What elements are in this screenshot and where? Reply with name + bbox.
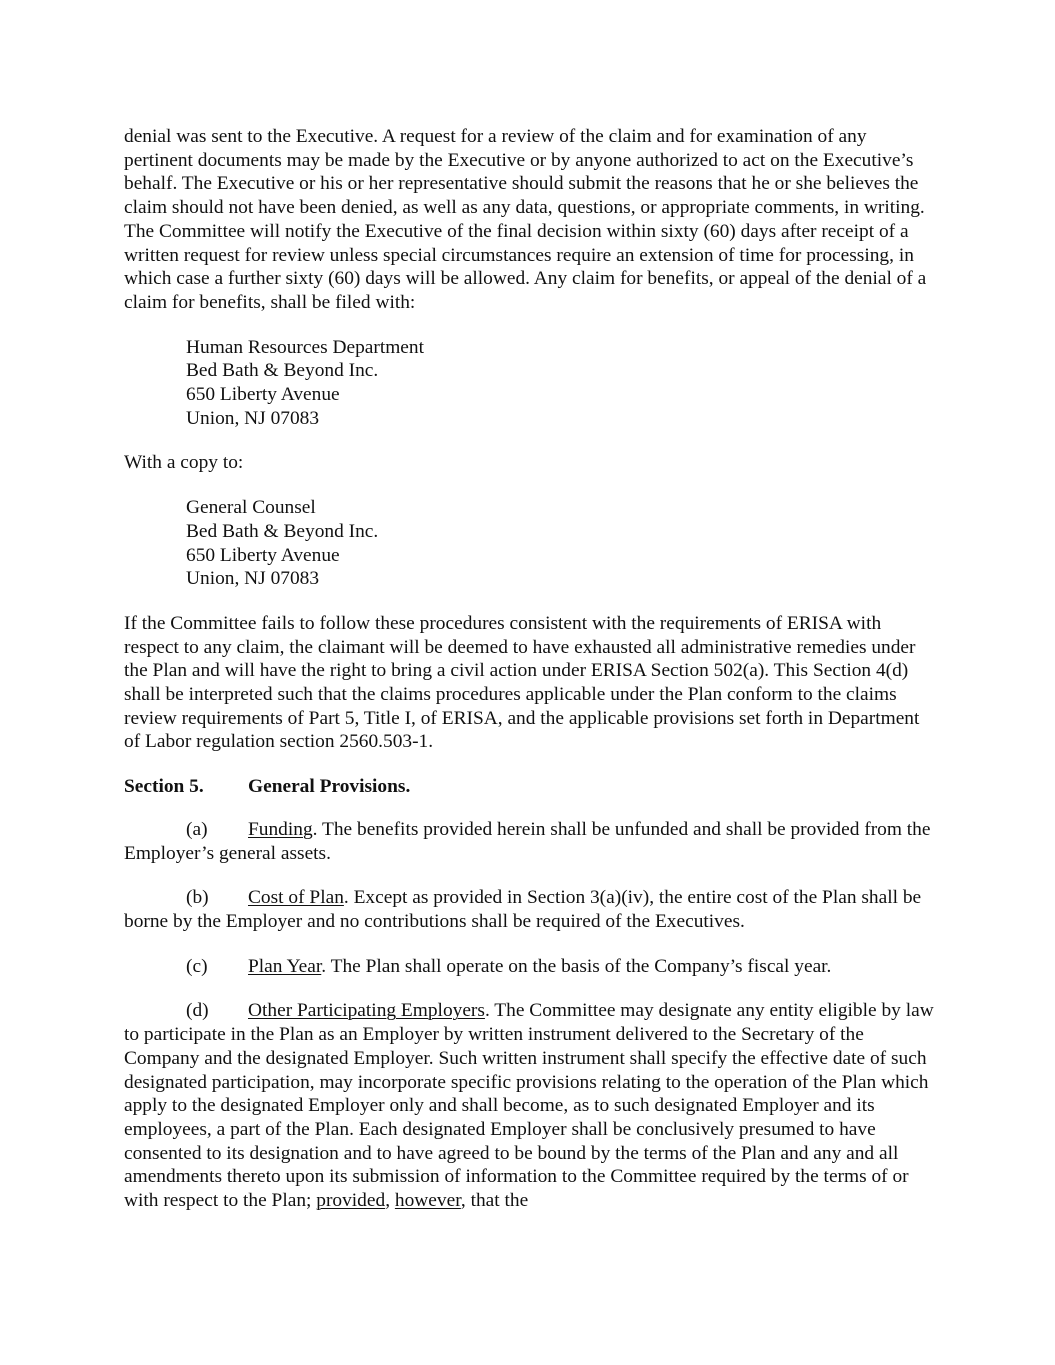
address-line: 650 Liberty Avenue: [186, 544, 340, 566]
address-line: General Counsel: [186, 497, 316, 519]
subsection-a-funding: [124, 818, 936, 865]
trailing-text: , that the: [460, 1190, 529, 1212]
address-line: Bed Bath & Beyond Inc.: [186, 360, 379, 382]
subsection-text: . The benefits provided herein shall be unfunded and shall be provided from the Employer’s general assets.: [124, 818, 931, 864]
address-line: Union, NJ 07083: [186, 407, 320, 429]
section-5-heading: [124, 775, 936, 799]
section-title: General Provisions.: [248, 776, 411, 798]
section-number: Section 5.: [124, 776, 204, 798]
provided-term: provided: [316, 1190, 386, 1212]
subsection-heading: Cost of Plan: [248, 887, 344, 909]
document-page: [124, 125, 936, 1234]
address-line: Human Resources Department: [186, 336, 424, 358]
subsection-text: . The Committee may designate any entity eligible by law to participate in the Plan as an Employer by written instrument delivered to the Secretary of the Company and the designated Employer. Such written instrument shall specify the effective date of such designated participation, may incorporate specific provisions relating to the operation of the Plan which apply to the designated Employer only and shall become, as to such designated Employer and its employees, a part of the Plan. Each designated Employer shall be conclusively presumed to have consented to its designation and to have agreed to be bound by the terms of the Plan and any and all amendments thereto upon its submission of information to the Committee required by the terms of or with respect to the Plan;: [124, 1000, 934, 1212]
however-term: however: [394, 1190, 461, 1212]
erisa-paragraph: If the Committee fails to follow these procedures consistent with the requirements of ERISA with respect to any claim, the claimant will be deemed to have exhausted all administrative remedies under the Plan and will have the right to bring a civil action under ERISA Section 502(a). This Section 4(d) shall be interpreted such that the claims procedures applicable under the Plan conform to the claims review requirements of Part 5, Title I, of ERISA, and the applicable provisions set forth in Department of Labor regulation section 2560.503-1.: [124, 612, 920, 753]
copy-to-label: With a copy to:: [124, 452, 244, 474]
subsection-label: (b): [186, 887, 209, 909]
subsection-label: (a): [186, 818, 208, 840]
claim-review-paragraph: denial was sent to the Executive. A request for a review of the claim and for examination of any pertinent documents may be made by the Executive or by anyone authorized to act on the Executive’s behalf. The Executive or his or her representative should submit the reasons that he or she believes the claim should not have been denied, as well as any data, questions, or appropriate comments, in writing. The Committee will notify the Executive of the final decision within sixty (60) days after receipt of a written request for review unless special circumstances require an extension of time for processing, in which case a further sixty (60) days will be allowed. Any claim for benefits, or appeal of the denial of a claim for benefits, shall be filed with:: [124, 126, 927, 313]
subsection-label: (c): [186, 955, 208, 977]
subsection-text: . The Plan shall operate on the basis of the Company’s fiscal year.: [321, 955, 832, 977]
subsection-label: (d): [186, 1000, 209, 1022]
subsection-heading: Plan Year: [248, 955, 322, 977]
subsection-heading: Other Participating Employers: [248, 1000, 485, 1022]
subsection-d-other-participating-employers: [124, 999, 936, 1212]
claims-address-block: [186, 336, 936, 431]
subsection-c-plan-year: [124, 955, 936, 979]
subsection-b-cost-of-plan: [124, 886, 936, 933]
address-line: Union, NJ 07083: [186, 568, 320, 590]
subsection-text: . Except as provided in Section 3(a)(iv), the entire cost of the Plan shall be borne by the Employer and no contributions shall be required of the Executives.: [124, 887, 922, 932]
subsection-heading: Funding: [248, 818, 313, 840]
address-line: 650 Liberty Avenue: [186, 384, 340, 406]
copy-address-block: [186, 496, 936, 591]
separator-text: ,: [385, 1190, 395, 1212]
address-line: Bed Bath & Beyond Inc.: [186, 520, 379, 542]
